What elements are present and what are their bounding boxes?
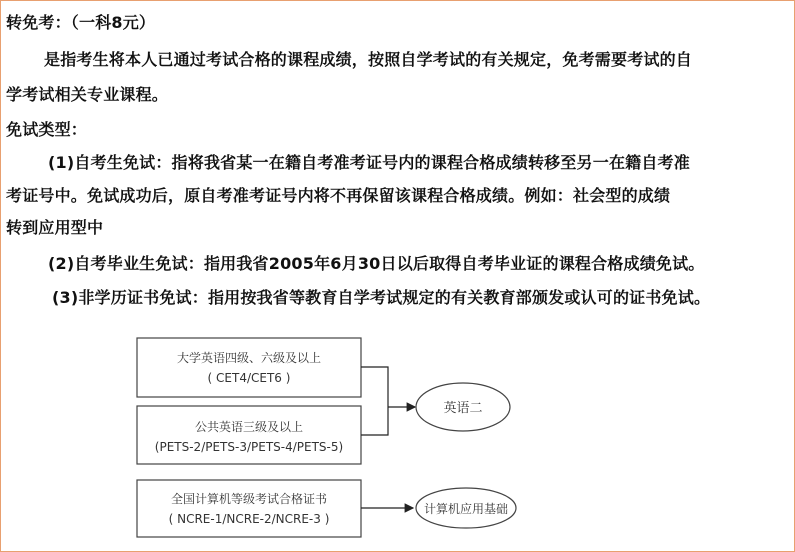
cet-box bbox=[137, 338, 361, 397]
definition-line-2: 学考试相关专业课程。 bbox=[6, 85, 169, 104]
item1-line-1: (1)自考生免试：指将我省某一在籍自考准考证号内的课程合格成绩转移至另一在籍自考准 bbox=[48, 153, 690, 172]
item3: (3)非学历证书免试：指用按我省等教育自学考试规定的有关教育部颁发或认可的证书免试。 bbox=[52, 288, 711, 307]
definition-line-1: 是指考生将本人已通过考试合格的课程成绩，按照自学考试的有关规定，免考需要考试的自 bbox=[44, 50, 693, 69]
heading: 转免考：（一科8元） bbox=[6, 13, 156, 32]
ncre-box-line2: ( NCRE-1/NCRE-2/NCRE-3 ) bbox=[168, 512, 330, 526]
types-heading: 免试类型： bbox=[6, 120, 88, 139]
english-oval-label: 英语二 bbox=[443, 401, 483, 416]
english-connector bbox=[361, 367, 415, 435]
ncre-box bbox=[137, 480, 361, 537]
cet-box-line1: 大学英语四级、六级及以上 bbox=[176, 351, 322, 365]
pets-box-line1: 公共英语三级及以上 bbox=[194, 420, 304, 434]
computer-oval bbox=[416, 488, 516, 528]
cet-box-line2: ( CET4/CET6 ) bbox=[207, 371, 291, 385]
pets-box-line2: (PETS-2/PETS-3/PETS-4/PETS-5) bbox=[154, 440, 344, 454]
item1-line-2: 考证号中。免试成功后，原自考准考证号内将不再保留该课程合格成绩。例如：社会型的成绩 bbox=[6, 186, 671, 205]
item1-line-3: 转到应用型中 bbox=[6, 218, 104, 237]
english-oval bbox=[416, 383, 510, 431]
ncre-box-line1: 全国计算机等级考试合格证书 bbox=[170, 492, 328, 506]
item2: (2)自考毕业生免试：指用我省2005年6月30日以后取得自考毕业证的课程合格成绩免试。 bbox=[48, 254, 705, 273]
computer-oval-label: 计算机应用基础 bbox=[423, 502, 509, 516]
pets-box bbox=[137, 406, 361, 464]
